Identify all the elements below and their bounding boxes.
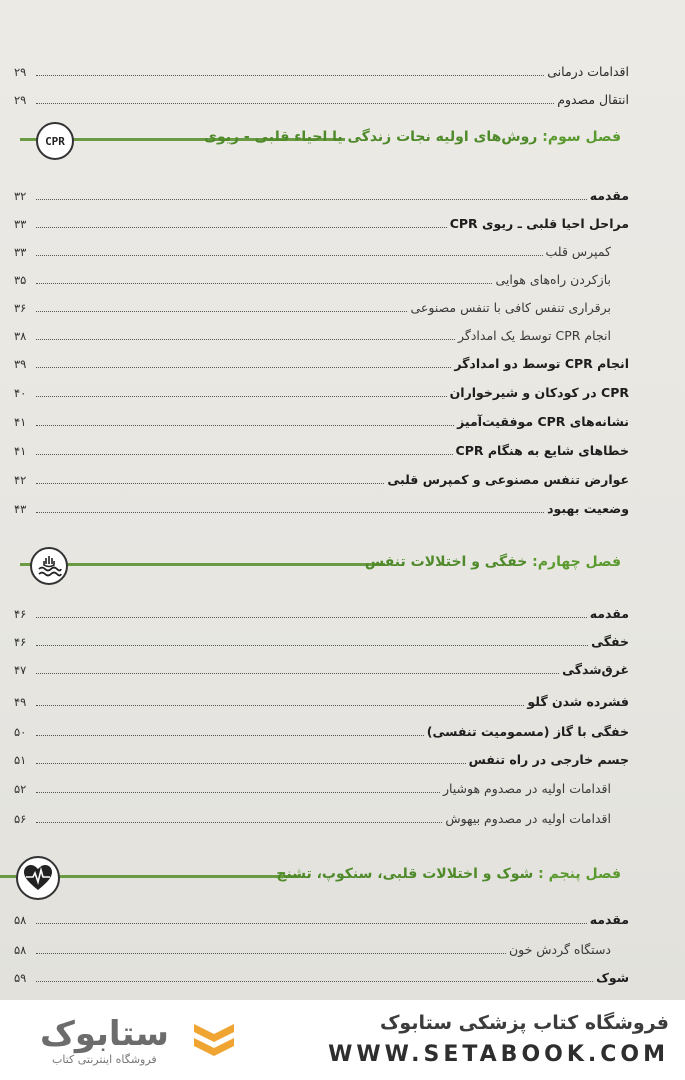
toc-entry[interactable] [14, 406, 629, 430]
leader-dots [36, 792, 440, 793]
entry-page: ۵۹ [14, 971, 27, 985]
entry-page: ۵۸ [14, 943, 27, 957]
entry-title: مراحل احیا قلبی ـ ریوی CPR [449, 216, 629, 231]
leader-dots [36, 367, 451, 368]
entry-page: ۲۹ [14, 65, 27, 79]
toc-entry[interactable] [14, 56, 629, 80]
toc-entry[interactable] [14, 744, 629, 768]
entry-title: انجام CPR توسط دو امدادگر [454, 356, 629, 371]
toc-entry[interactable] [14, 435, 629, 459]
leader-dots [36, 283, 492, 284]
entry-page: ۲۹ [14, 93, 27, 107]
leader-dots [36, 75, 544, 76]
store-name: فروشگاه کتاب پزشکی ستابوک [379, 1012, 669, 1034]
leader-dots [36, 396, 447, 397]
entry-page: ۵۰ [14, 725, 27, 739]
entry-title: اقدامات اولیه در مصدوم هوشیار [442, 781, 611, 796]
entry-title: بازکردن راه‌های هوایی [495, 272, 611, 287]
entry-page: ۵۶ [14, 812, 27, 826]
entry-title: شوک [596, 970, 629, 985]
entry-page: ۴۷ [14, 663, 27, 677]
entry-title: خفگی با گاز (مسمومیت تنفسی) [426, 724, 629, 739]
entry-page: ۳۹ [14, 357, 27, 371]
entry-title: CPR در کودکان و شیرخواران [449, 385, 629, 400]
cpr-icon: CPR [36, 122, 74, 160]
chapter-5-heading[interactable] [0, 858, 685, 898]
entry-title: فشرده شدن گلو [527, 694, 629, 709]
entry-page: ۵۱ [14, 753, 27, 767]
toc-entry[interactable] [14, 598, 629, 622]
chapter-5-title: فصل پنجم : شوک و اختلالات قلبی، سنکوپ، تشنج [276, 866, 621, 882]
entry-title: عوارض تنفس مصنوعی و کمپرس قلبی [387, 472, 629, 487]
leader-dots [36, 822, 442, 823]
leader-dots [36, 512, 544, 513]
toc-entry[interactable] [14, 264, 629, 288]
toc-entry[interactable] [14, 292, 629, 316]
entry-title: اقدامات اولیه در مصدوم بیهوش [445, 811, 611, 826]
toc-entry[interactable] [14, 654, 629, 678]
toc-entry[interactable] [14, 626, 629, 650]
drowning-icon [30, 547, 68, 585]
heart-icon [16, 856, 60, 900]
toc-entry[interactable] [14, 236, 629, 260]
entry-page: ۳۳ [14, 217, 27, 231]
entry-page: ۵۲ [14, 782, 27, 796]
entry-title: انجام CPR توسط یک امدادگر [458, 328, 611, 343]
toc-entry[interactable] [14, 208, 629, 232]
leader-dots [36, 981, 593, 982]
entry-page: ۴۳ [14, 502, 27, 516]
entry-title: برقراری تنفس کافی با تنفس مصنوعی [410, 300, 611, 315]
entry-page: ۴۲ [14, 473, 27, 487]
toc-entry[interactable] [14, 377, 629, 401]
entry-page: ۴۹ [14, 695, 27, 709]
leader-dots [36, 227, 447, 228]
entry-page: ۳۶ [14, 301, 27, 315]
entry-title: دستگاه گردش خون [508, 942, 611, 957]
leader-dots [36, 735, 424, 736]
logo-tagline: فروشگاه اینترنتی کتاب [52, 1053, 157, 1066]
leader-dots [36, 255, 543, 256]
entry-page: ۴۶ [14, 607, 27, 621]
leader-dots [36, 705, 524, 706]
setabook-logo-icon [190, 1018, 238, 1062]
logo-word: ستابوک [40, 1014, 169, 1054]
entry-title: جسم خارجی در راه تنفس [468, 752, 629, 767]
toc-entry[interactable] [14, 773, 629, 797]
entry-title: غرق‌شدگی [562, 662, 629, 677]
leader-dots [36, 454, 453, 455]
entry-page: ۵۸ [14, 913, 27, 927]
entry-title: مقدمه [589, 606, 629, 621]
entry-title: اقدامات درمانی [547, 64, 629, 79]
leader-dots [36, 673, 559, 674]
toc-entry[interactable] [14, 962, 629, 986]
leader-dots [36, 617, 587, 618]
leader-dots [36, 923, 587, 924]
toc-entry[interactable] [14, 686, 629, 710]
toc-entry[interactable] [14, 803, 629, 827]
toc-entry[interactable] [14, 464, 629, 488]
entry-page: ۴۶ [14, 635, 27, 649]
leader-dots [36, 483, 384, 484]
leader-dots [36, 645, 588, 646]
entry-title: انتقال مصدوم [557, 92, 629, 107]
entry-title: مقدمه [589, 188, 629, 203]
leader-dots [36, 199, 587, 200]
leader-dots [36, 763, 466, 764]
entry-title: خطاهای شایع به هنگام CPR [455, 443, 629, 458]
entry-page: ۳۳ [14, 245, 27, 259]
entry-page: ۳۵ [14, 273, 27, 287]
leader-dots [36, 339, 455, 340]
toc-entry[interactable] [14, 180, 629, 204]
entry-title: خفگی [591, 634, 629, 649]
leader-dots [36, 953, 506, 954]
chapter-4-title: فصل چهارم: خفگی و اختلالات تنفس [364, 554, 621, 570]
entry-page: ۳۲ [14, 189, 27, 203]
chapter-divider [20, 563, 385, 566]
entry-title: نشانه‌های CPR موفقیت‌آمیز [457, 414, 629, 429]
entry-title: مقدمه [589, 912, 629, 927]
toc-entry[interactable] [14, 716, 629, 740]
chapter-3-title: فصل سوم: روش‌های اولیه نجات زندگی یا احیاء قلبی - ریوی [204, 129, 621, 145]
store-banner [0, 1000, 685, 1080]
entry-page: ۴۱ [14, 444, 27, 458]
chapter-3-heading[interactable] [0, 121, 685, 161]
entry-page: ۴۰ [14, 386, 27, 400]
toc-entry[interactable] [14, 493, 629, 517]
leader-dots [36, 425, 454, 426]
entry-title: وضعیت بهبود [547, 501, 629, 516]
toc-entry[interactable] [14, 904, 629, 928]
entry-title: کمپرس قلب [545, 244, 611, 259]
toc-entry[interactable] [14, 934, 629, 958]
toc-entry[interactable] [14, 320, 629, 344]
toc-entry[interactable] [14, 84, 629, 108]
leader-dots [36, 311, 407, 312]
leader-dots [36, 103, 554, 104]
entry-page: ۴۱ [14, 415, 27, 429]
chapter-4-heading[interactable] [0, 546, 685, 586]
store-url[interactable]: WWW.SETABOOK.COM [328, 1042, 669, 1067]
toc-entry[interactable] [14, 348, 629, 372]
entry-page: ۳۸ [14, 329, 27, 343]
